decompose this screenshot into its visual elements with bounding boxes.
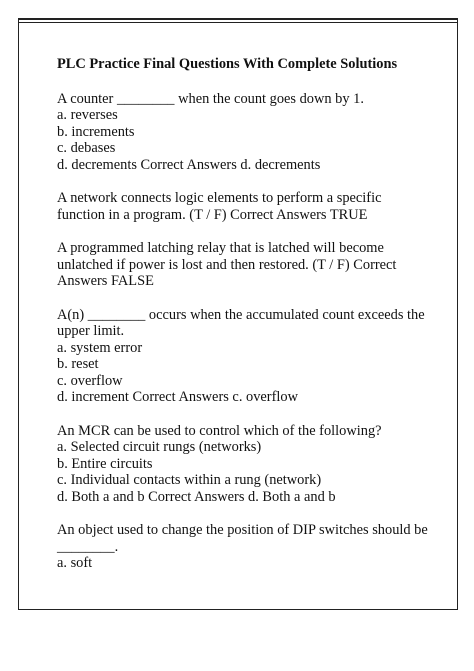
- option-b: b. Entire circuits: [57, 455, 153, 472]
- option-b: b. reset: [57, 356, 99, 372]
- question-block: [57, 91, 442, 174]
- question-block: [57, 190, 442, 223]
- option-d-answer: d. decrements Correct Answers d. decrements: [57, 156, 321, 173]
- option-a: a. reverses: [57, 107, 118, 123]
- question-text: A(n) ________ occurs when the accumulated count exceeds the: [57, 306, 425, 323]
- option-a: a. Selected circuit rungs (networks): [57, 439, 262, 455]
- document-body: [57, 56, 442, 589]
- question-block: [57, 423, 442, 506]
- question-block: [57, 522, 442, 572]
- option-b: b. increments: [57, 123, 135, 140]
- question-text: A network connects logic elements to perform a specific: [57, 190, 382, 206]
- option-d-answer: d. increment Correct Answers c. overflow: [57, 389, 298, 405]
- option-d-answer: d. Both a and b Correct Answers d. Both a and b: [57, 488, 336, 505]
- question-text: An MCR can be used to control which of the following?: [57, 422, 382, 439]
- option-a: a. system error: [57, 339, 143, 356]
- question-text: ________.: [57, 538, 119, 555]
- question-block: [57, 307, 442, 406]
- option-a: a. soft: [57, 555, 93, 571]
- option-c: c. debases: [57, 140, 116, 156]
- document-title: PLC Practice Final Questions With Complete Solutions: [57, 56, 398, 72]
- question-block: [57, 240, 442, 290]
- question-text: A counter ________ when the count goes down by 1.: [57, 90, 364, 107]
- answer-text: Answers FALSE: [57, 273, 154, 289]
- option-c: c. overflow: [57, 372, 123, 389]
- question-text: An object used to change the position of DIP switches should be: [57, 522, 428, 538]
- option-c: c. Individual contacts within a rung (network): [57, 472, 322, 488]
- question-text: A programmed latching relay that is latched will become: [57, 240, 384, 256]
- question-text: unlatched if power is lost and then restored. (T / F) Correct: [57, 256, 397, 273]
- question-text: upper limit.: [57, 323, 125, 339]
- question-text-answer: function in a program. (T / F) Correct Answers TRUE: [57, 206, 368, 223]
